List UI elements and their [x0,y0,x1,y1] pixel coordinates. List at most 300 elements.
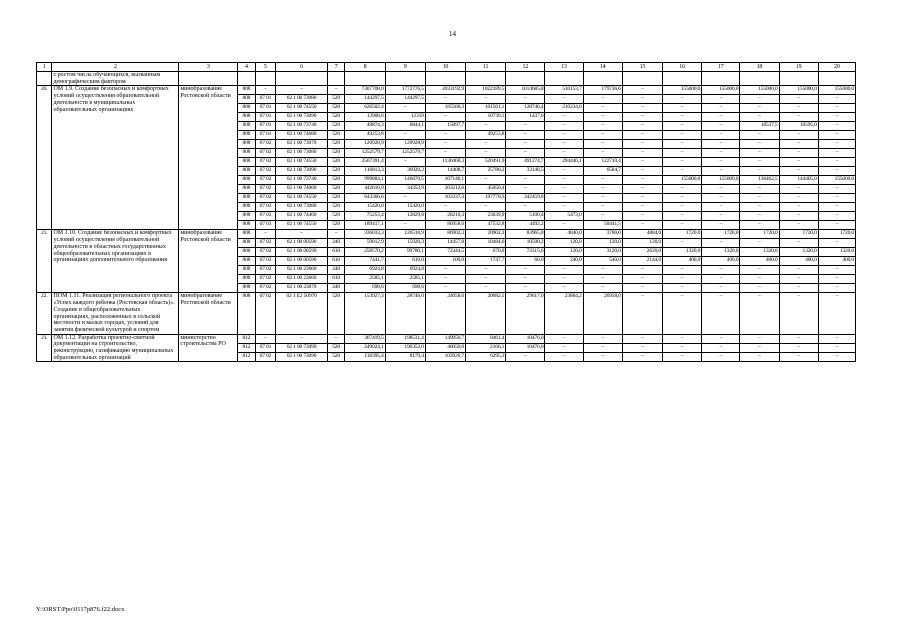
table-cell: 367419,5 [345,334,385,343]
table-cell: 808 [238,131,256,140]
table-cell: 28746,0 [385,293,425,334]
table-cell: 20902,3 [466,230,506,239]
table-cell: 02 1 00 74060 [276,185,328,194]
table-cell: – [779,212,818,221]
table-cell: – [583,203,622,212]
table-cell: 808 [238,86,256,95]
table-cell: – [622,293,662,334]
table-cell: – [662,353,701,362]
table-cell: – [466,140,506,149]
table-cell: – [662,113,701,122]
table-cell: 120928,9 [345,140,385,149]
header-row [37,63,856,72]
table-cell: 155000,0 [818,86,855,95]
table-cell: 07 02 [255,167,276,176]
column-header: 4 [238,63,256,72]
table-cell: 808 [238,167,256,176]
table-cell: 1320,0 [779,248,818,257]
table-cell: 07 03 [255,203,276,212]
table-cell: 249024,1 [345,343,385,352]
table-cell: – [818,266,855,275]
table-cell: 07 02 [255,158,276,167]
table-cell: 6295,3 [466,353,506,362]
table-cell: – [702,158,740,167]
table-cell: – [583,353,622,362]
column-header: 10 [425,63,465,72]
table-cell: – [583,275,622,284]
table-cell: 179736,6 [583,86,622,95]
table-cell: 808 [238,248,256,257]
table-cell: – [818,353,855,362]
table-cell: 49253,8 [466,131,506,140]
table-cell: – [425,149,465,158]
table-cell: 400,0 [702,257,740,266]
table-cell: – [622,131,662,140]
table-cell: 520 [327,131,345,140]
table-cell: – [779,104,818,113]
table-cell: – [702,212,740,221]
table-cell: – [506,140,545,149]
table-cell: – [545,343,583,352]
table-cell: – [740,284,779,293]
table-cell: 02 1 00 73080 [276,149,328,158]
page-number: 14 [449,30,456,38]
table-cell: – [545,140,583,149]
table-cell: 116813,3 [345,167,385,176]
continuation-text: с ростом числа обучающихся, вызванным демографическим фактором [52,72,179,86]
table-cell: 1747,7 [466,257,506,266]
table-cell: – [506,284,545,293]
table-cell: – [583,122,622,131]
table-cell: 808 [238,293,256,334]
table-cell: – [662,221,701,230]
table-cell: – [466,203,506,212]
table-cell: – [662,95,701,104]
table-cell: 07 02 [255,239,276,248]
table-cell: 520 [327,104,345,113]
table-cell: – [779,343,818,352]
table-cell: 07 02 [255,185,276,194]
table-cell: 99780,1 [385,248,425,257]
table-cell: – [702,293,740,334]
table-cell: – [740,353,779,362]
table-cell: 520 [327,353,345,362]
entry-number: 20. [37,86,52,230]
table-cell: – [818,104,855,113]
table-cell: – [506,122,545,131]
table-cell: 198531,4 [385,334,425,343]
table-cell: – [779,140,818,149]
table-cell: 120928,9 [385,140,425,149]
table-cell: 520 [327,149,345,158]
table-cell: 1320,0 [740,248,779,257]
column-header: 14 [583,63,622,72]
table-cell: – [466,149,506,158]
table-cell: – [662,104,701,113]
column-header: 20 [818,63,855,72]
executor: минобразование Ростовской области [179,293,238,334]
table-cell: 1320,0 [702,248,740,257]
table-cell: 07 01 [255,113,276,122]
table-cell: – [662,293,701,334]
table-cell: 520 [327,203,345,212]
table-cell: 812 [238,334,256,343]
table-cell: 197770,3 [466,194,506,203]
table-cell: 155000,0 [702,176,740,185]
table-cell: 23639,9 [466,212,506,221]
table-cell: – [779,353,818,362]
table-cell: – [702,113,740,122]
table-cell: 6584,7 [583,167,622,176]
table-cell: – [545,176,583,185]
table-cell: – [662,284,701,293]
column-header: 15 [622,63,662,72]
table-cell: 118395,4 [345,353,385,362]
table-cell: 101561,1 [466,104,506,113]
table-cell: – [702,122,740,131]
table-cell: 808 [238,266,256,275]
table-cell: 520491,9 [466,158,506,167]
table-cell: – [622,212,662,221]
table-cell: 520 [327,185,345,194]
table-cell: – [662,203,701,212]
table-cell: – [506,275,545,284]
table-cell: – [779,149,818,158]
table-cell: 520 [327,113,345,122]
table-cell: – [425,140,465,149]
table-cell: 126518,9 [385,230,425,239]
table-cell: 808 [238,95,256,104]
table-cell: – [506,203,545,212]
table-cell: – [622,158,662,167]
table-cell: – [779,221,818,230]
table-cell: 808 [238,203,256,212]
table-cell: 36920,2 [385,167,425,176]
table-cell: 808 [238,284,256,293]
table-cell: 342459,0 [506,194,545,203]
table-cell: 02 1 00 73090 [276,353,328,362]
table-cell: – [506,353,545,362]
table-cell: 6924,8 [345,266,385,275]
table-cell: 10476,0 [506,343,545,352]
table-cell: 5100,4 [506,212,545,221]
table-cell: – [583,104,622,113]
table-cell: – [740,185,779,194]
table-cell: – [425,203,465,212]
table-cell: – [466,284,506,293]
table-cell: – [425,266,465,275]
table-cell: 59812,9 [345,239,385,248]
table-cell: 2144,0 [622,257,662,266]
table-cell: – [583,140,622,149]
table-cell: 808 [238,122,256,131]
table-cell: 14457,8 [425,239,465,248]
table-cell: – [545,266,583,275]
table-cell: – [583,343,622,352]
table-cell: 400,0 [662,257,701,266]
table-cell: – [622,353,662,362]
table-cell: – [622,95,662,104]
table-cell: – [545,353,583,362]
table-cell: – [662,158,701,167]
table-cell: – [818,275,855,284]
table-cell: – [545,95,583,104]
table-cell: – [622,334,662,343]
table-cell: 24058,6 [425,293,465,334]
table-cell: 7441,7 [345,257,385,266]
table-cell: 13908,6 [345,113,385,122]
table-cell: – [662,167,701,176]
table-cell: – [506,131,545,140]
footer-file-path: Y:\ORST\Ppo\0117p876.f22.docx [36,606,125,613]
table-cell: – [702,203,740,212]
table-cell: 07 01 [255,95,276,104]
table-cell: 60,0 [506,257,545,266]
continuation-row [37,72,856,86]
table-cell: 258570,2 [345,248,385,257]
table-cell: 86958,6 [425,221,465,230]
table-cell: – [702,194,740,203]
table-cell: 02 1 00 74680 [276,131,328,140]
measure-name: ОМ 1.9. Создание безопасных и комфортных условий осуществления образовательной деятельности в муниципальных образовательных организациях [52,86,179,230]
table-cell: – [779,167,818,176]
table-cell: – [702,239,740,248]
table-cell: – [583,334,622,343]
table-cell: – [662,212,701,221]
table-cell: 144405,0 [779,176,818,185]
table-cell: – [583,176,622,185]
table-cell: 520 [327,176,345,185]
table-cell: 02 1 00 73090 [276,167,328,176]
table-cell: 10590,2 [506,239,545,248]
table-cell: 400,0 [818,257,855,266]
table-cell: – [545,275,583,284]
table-cell: – [740,194,779,203]
table-cell: 10476,0 [506,334,545,343]
table-cell: – [662,131,701,140]
table-cell: – [622,343,662,352]
table-cell: 155000,0 [662,86,701,95]
table-cell: 520 [327,122,345,131]
table-cell: – [702,167,740,176]
table-cell: – [779,131,818,140]
table-cell: – [622,167,662,176]
table-cell: – [425,284,465,293]
table-cell: – [385,104,425,113]
table-row [37,230,856,239]
table-cell: – [779,185,818,194]
table-cell: – [779,203,818,212]
table-cell: 442616,9 [345,185,385,194]
table-cell: – [818,149,855,158]
table-cell: 02 1 00 23660 [276,266,328,275]
table-cell: 02 1 00 74550 [276,158,328,167]
table-cell: 210234,6 [545,104,583,113]
table-cell: – [466,122,506,131]
table-cell: 400,0 [779,257,818,266]
table-cell: 46050,0 [425,343,465,352]
measure-name: ОМ 1.10. Создание безопасных и комфортных условий осуществления образовательной деятельности в областных государственных общеобразовательных организациях в организациях дополнительного образования [52,230,179,293]
table-cell: – [740,167,779,176]
table-cell: – [818,343,855,352]
table-cell: – [702,284,740,293]
table-cell: – [506,95,545,104]
table-cell: – [740,266,779,275]
entry-number: 21. [37,230,52,293]
table-cell: 07 02 [255,275,276,284]
table-cell: 07 01 [255,122,276,131]
table-row [37,334,856,343]
table-cell: 1320,0 [818,248,855,257]
table-cell: – [818,95,855,104]
table-cell: 128746,4 [506,104,545,113]
table-cell: 07 02 [255,176,276,185]
table-cell: – [622,113,662,122]
table-cell: – [662,239,701,248]
table-cell: 149950,7 [425,334,465,343]
table-cell: – [702,221,740,230]
table-cell: 698,6 [345,284,385,293]
table-cell: 1720,0 [779,230,818,239]
table-cell: – [583,212,622,221]
table-cell: 1130468,3 [425,158,465,167]
table-cell: 240,0 [545,257,583,266]
column-header: 5 [255,63,276,72]
table-cell: 02 1 00 00590 [276,239,328,248]
table-cell: – [702,185,740,194]
table-cell: 808 [238,194,256,203]
table-cell: 808 [238,212,256,221]
table-cell: – [702,334,740,343]
table-cell: 2585,1 [345,275,385,284]
table-cell: – [425,131,465,140]
table-cell: 1720,0 [662,230,701,239]
table-cell: 25780,2 [466,167,506,176]
table-cell: 540,0 [583,257,622,266]
table-cell: – [255,334,276,343]
table-cell: 1772776,5 [385,86,425,95]
table-cell: – [818,221,855,230]
table-cell: 50441,5 [583,221,622,230]
table-cell: – [779,113,818,122]
table-cell: 1022189,5 [466,86,506,95]
table-cell: 1720,0 [702,230,740,239]
table-cell: 520 [327,158,345,167]
column-header: 7 [327,63,345,72]
column-header: 19 [779,63,818,72]
table-cell: 1320,0 [662,248,701,257]
table-cell: 155000,0 [702,86,740,95]
table-cell: 520 [327,293,345,334]
table-cell: – [779,334,818,343]
column-header: 1 [37,63,52,72]
table-cell: – [466,275,506,284]
column-header: 18 [740,63,779,72]
table-cell: – [740,239,779,248]
table-cell: 12319 [385,113,425,122]
table-cell: – [818,122,855,131]
table-cell: 1014685,8 [506,86,545,95]
column-header: 2 [52,63,179,72]
table-cell: 45050,4 [466,185,506,194]
table-cell: – [466,95,506,104]
table-cell: 4840,0 [545,230,583,239]
table-cell: 02 1 E2 50970 [276,293,328,334]
table-cell: – [583,284,622,293]
table-cell: 643366,6 [345,194,385,203]
table-cell: 610 [327,257,345,266]
table-cell: 07 02 [255,140,276,149]
measure-name: ОМ 1.12. Разработка проектно-сметной документации на строительство, реконструкцию, газификацию муниципальных образовательных организаций [52,334,179,362]
table-cell: 610,0 [385,257,425,266]
table-cell: 520 [327,221,345,230]
table-cell: 18484,6 [466,239,506,248]
table-cell: – [779,95,818,104]
column-header: 11 [466,63,506,72]
table-cell: – [327,230,345,239]
table-cell: – [702,275,740,284]
table-cell: 520 [327,95,345,104]
table-cell: 02 1 00 73740 [276,176,328,185]
table-row [37,293,856,334]
table-cell: 336033,3 [345,230,385,239]
table-cell: 07 02 [255,266,276,275]
table-cell: 103337,3 [425,194,465,203]
table-cell: – [276,230,328,239]
table-cell: – [622,194,662,203]
table-cell: 02 1 00 23870 [276,284,328,293]
table-cell: 2033192,9 [425,86,465,95]
column-header: 17 [702,63,740,72]
table-cell: 185560,3 [425,104,465,113]
table-cell: – [545,221,583,230]
table-cell: – [702,140,740,149]
table-cell: – [702,149,740,158]
table-cell: 07 02 [255,194,276,203]
table-cell: – [740,113,779,122]
table-cell: – [276,334,328,343]
table-cell: 100,0 [425,257,465,266]
table-cell: 520 [327,212,345,221]
table-cell: – [545,113,583,122]
table-cell: – [425,113,465,122]
table-cell: 02 1 00 73090 [276,113,328,122]
table-cell: – [276,86,328,95]
table-cell: 120,0 [583,239,622,248]
table-cell: 07 03 [255,212,276,221]
table-cell: 72344,5 [425,248,465,257]
table-cell: – [779,266,818,275]
table-cell: – [818,293,855,334]
table-cell: 07 01 [255,131,276,140]
table-cell: – [740,149,779,158]
table-row [37,86,856,95]
table-cell: 1437,6 [506,113,545,122]
table-cell: – [545,194,583,203]
table-cell: – [622,149,662,158]
table-cell: 2620,0 [622,248,662,257]
table-cell: 02 1 00 73070 [276,140,328,149]
table-cell: – [583,194,622,203]
table-cell: – [779,284,818,293]
table-cell: 808 [238,140,256,149]
table-cell: 23864,2 [545,293,583,334]
table-cell: 83965,8 [506,230,545,239]
table-cell: – [327,86,345,95]
table-cell: – [779,293,818,334]
table-cell: – [255,230,276,239]
table-cell: – [622,86,662,95]
